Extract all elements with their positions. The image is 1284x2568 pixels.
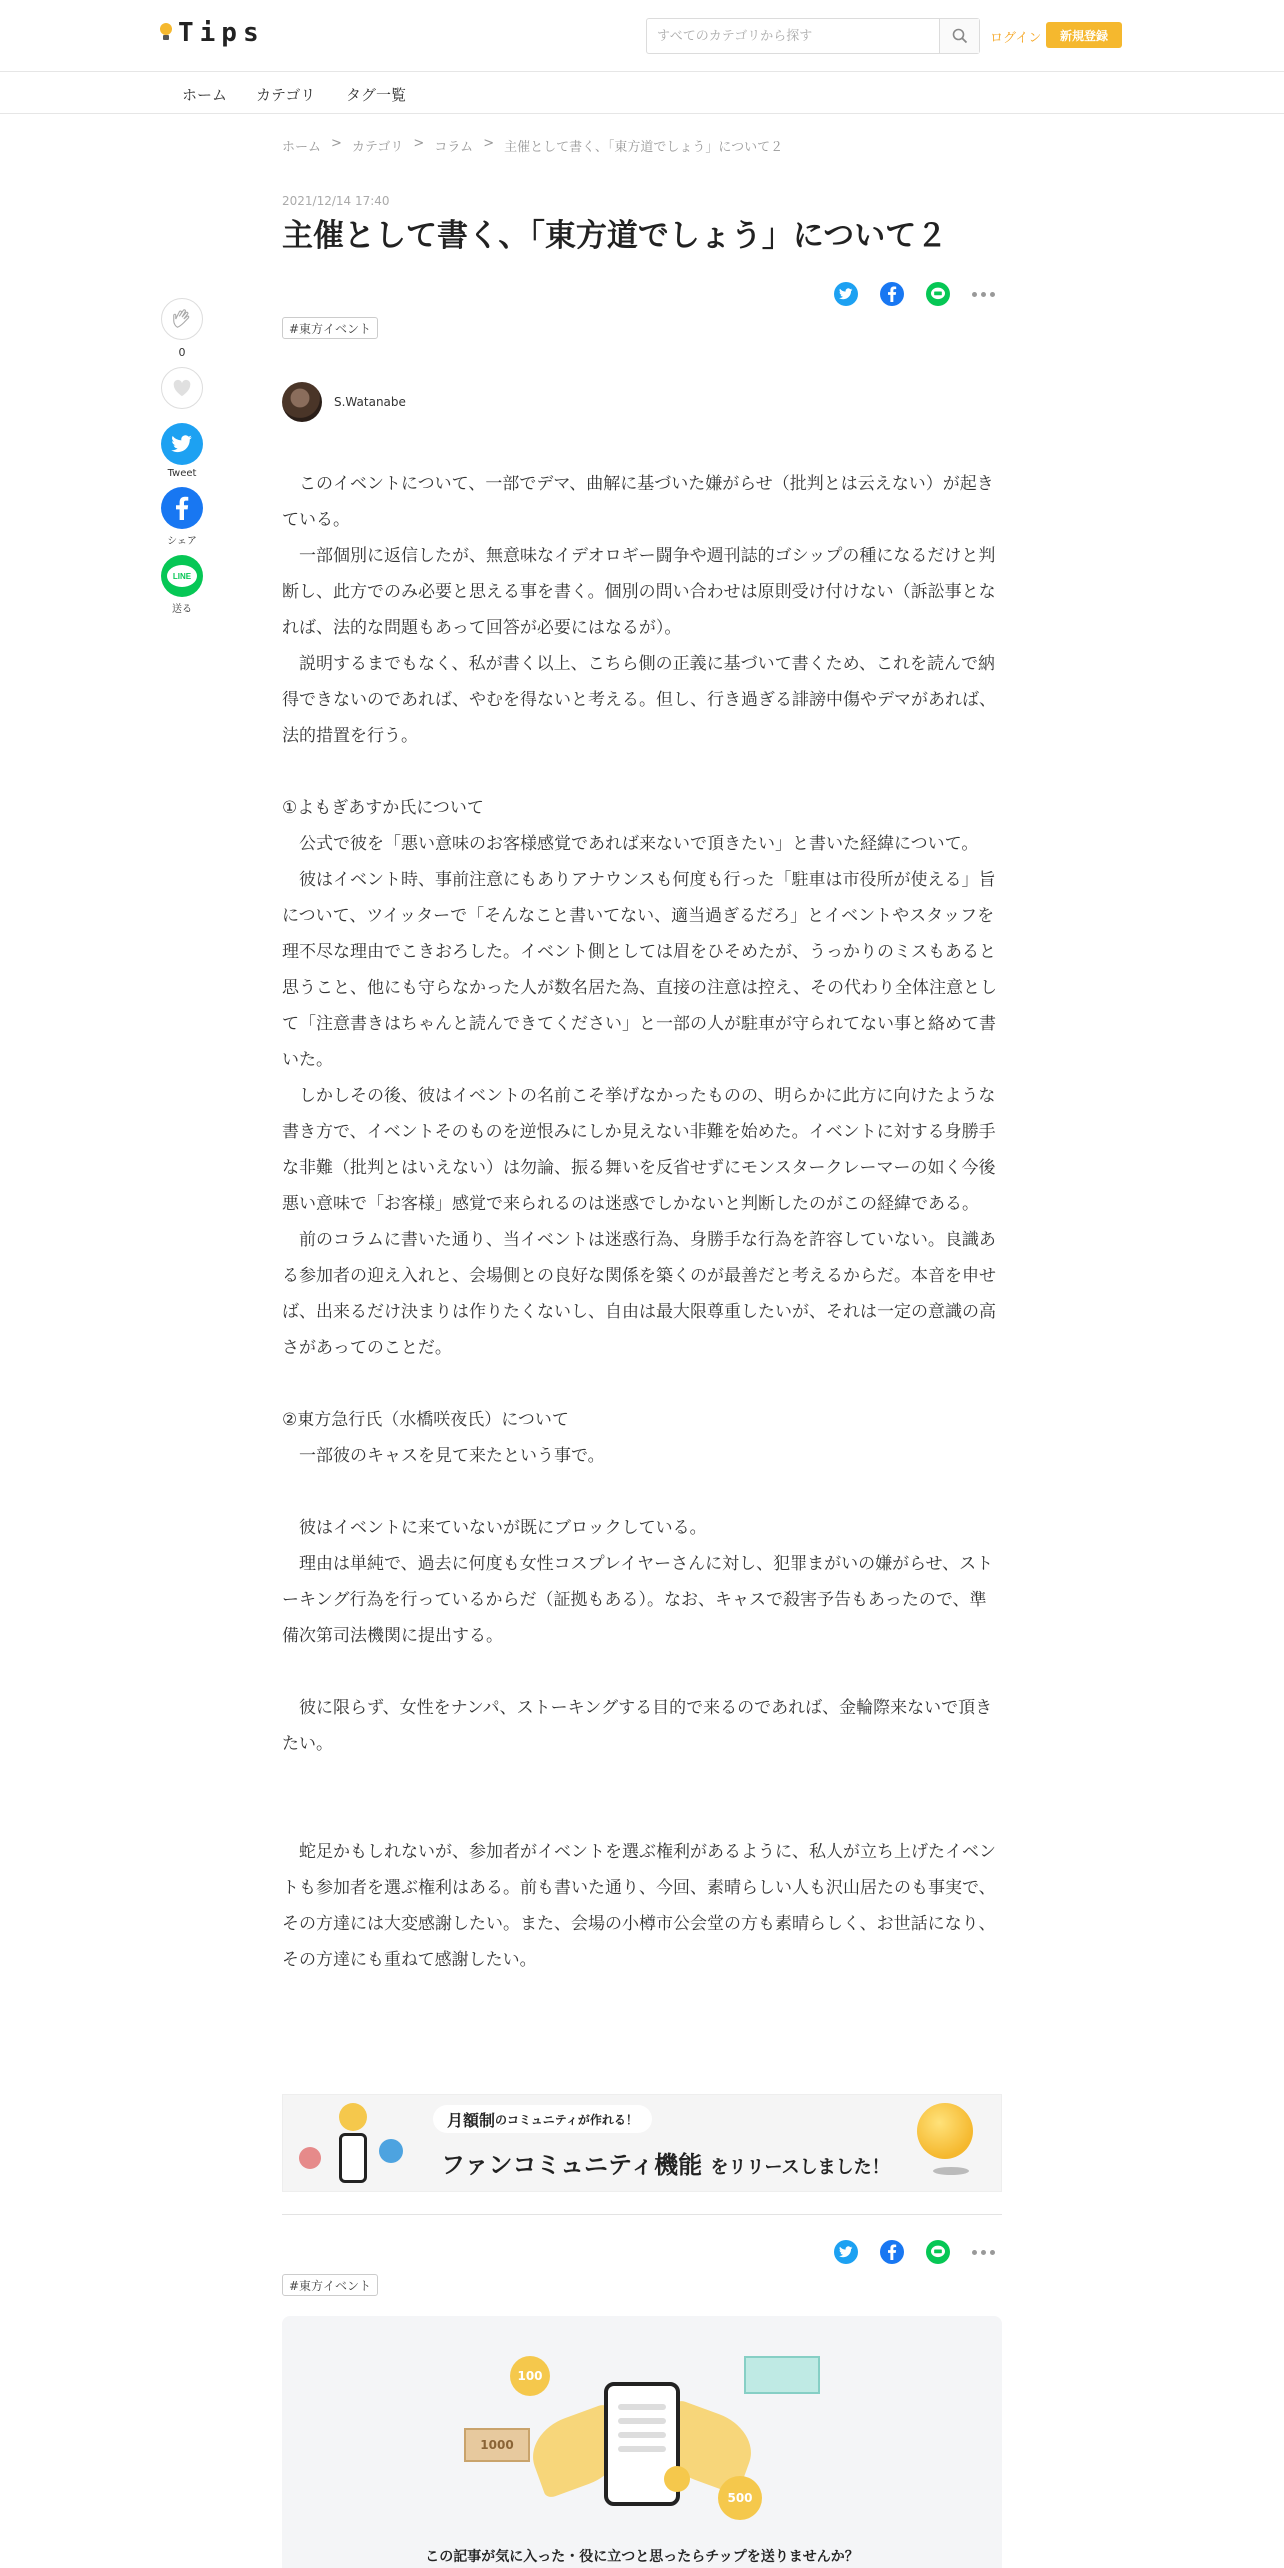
- line-icon: [167, 565, 197, 587]
- article-paragraph: [282, 1474, 1002, 1510]
- banner-title-rest: をリリースしました！: [710, 2157, 890, 2178]
- article-paragraph: 説明するまでもなく、私が書く以上、こちら側の正義に基づいて書くため、これを読んで納得できないのであれば、やむを得ないと考える。但し、行き過ぎる誹謗中傷やデマがあれば、法的措置を行う。: [282, 654, 996, 746]
- twitter-share-button[interactable]: [834, 282, 858, 306]
- article-paragraph: [282, 1762, 1002, 1798]
- user-avatar-illustration: [299, 2147, 321, 2169]
- site-logo[interactable]: [160, 18, 265, 48]
- phone-illustration: [339, 2133, 367, 2183]
- twitter-share-button[interactable]: [834, 2240, 858, 2264]
- nav-tags[interactable]: タグ一覧: [346, 86, 407, 104]
- facebook-share-button[interactable]: [880, 2240, 904, 2264]
- breadcrumb-current: 主催として書く、「東方道でしょう」について２: [504, 140, 784, 155]
- article-paragraph: 理由は単純で、過去に何度も女性コスプレイヤーさんに対し、犯罪まがいの嫌がらせ、ストーキング行為を行っているからだ（証拠もある）。なお、キャスで殺害予告もあったので、準備次第司法機関に提出する。: [282, 1554, 994, 1646]
- twitter-icon: [839, 288, 853, 300]
- clap-count: 0: [178, 346, 186, 359]
- clap-icon: [171, 308, 193, 330]
- share-label: シェア: [167, 536, 197, 547]
- article-paragraph: ②東方急行氏（水橋咲夜氏）について: [282, 1410, 569, 1430]
- author[interactable]: [282, 382, 406, 422]
- tweet-label: Tweet: [167, 468, 197, 479]
- article-paragraph: 一部個別に返信したが、無意味なイデオロギー闘争や週刊誌的ゴシップの種になるだけと判断し、此方でのみ必要と思える事を書く。個別の問い合わせは原則受け付けない（訴訟事となれば、法的な問題もあって回答が必要にはなるが）。: [282, 546, 996, 638]
- page-title: 主催として書く、「東方道でしょう」について２: [282, 218, 948, 254]
- banner-subtitle: [433, 2105, 652, 2133]
- article-paragraph: しかしその後、彼はイベントの名前こそ挙げなかったものの、明らかに此方に向けたような書き方で、イベントそのものを逆恨みにしか見えない非難を始めた。イベントに対する身勝手な非難（批判とはいえない）は勿論、振る舞いを反省せずにモンスタークレーマーの如く今後悪い意味で「お客様」感覚で来られるのは迷惑でしかないと判断したのがこの経緯である。: [282, 1086, 996, 1214]
- fan-community-banner[interactable]: [282, 2094, 1002, 2192]
- breadcrumb-category[interactable]: カテゴリ: [351, 140, 404, 155]
- clap-button[interactable]: [161, 298, 203, 340]
- line-side-share-button[interactable]: [161, 555, 203, 597]
- twitter-icon: [839, 2246, 853, 2258]
- bill-illustration: 1000: [464, 2428, 530, 2462]
- facebook-icon: [175, 496, 189, 520]
- line-icon: [930, 2245, 946, 2259]
- tip-message: この記事が気に入った・役に立つと思ったらチップを送りませんか？: [425, 2549, 859, 2565]
- share-row-top: [834, 282, 995, 306]
- banner-sub-suffix: が作れる！: [577, 2112, 638, 2127]
- banner-title: [441, 2145, 890, 2180]
- post-date: 2021/12/14 17:40: [282, 194, 390, 208]
- banner-title-bold: ファンコミュニティ機能: [441, 2151, 703, 2179]
- cheque-illustration: [744, 2356, 820, 2394]
- article-paragraph: [282, 1798, 1002, 1834]
- article-paragraph: ①よもぎあすか氏について: [282, 798, 484, 818]
- like-button[interactable]: [161, 367, 203, 409]
- article-paragraph: 彼はイベント時、事前注意にもありアナウンスも何度も行った「駐車は市役所が使える」旨について、ツイッターで「そんなこと書いてない、適当過ぎるだろ」とイベントやスタッフを理不尽な理由でこきおろした。イベント側としては眉をひそめたが、うっかりのミスもあると思うこと、他にも守らなかった人が数名居た為、直接の注意は控え、その代わり全体注意として「注意書きはちゃんと読んできてください」と一部の人が駐車が守られてない事と絡めて書いた。: [282, 870, 998, 1070]
- article-paragraph: このイベントについて、一部でデマ、曲解に基づいた嫌がらせ（批判とは云えない）が起きている。: [282, 474, 994, 530]
- logo-text: Tips: [178, 18, 265, 48]
- breadcrumb-separator: >: [331, 136, 342, 151]
- ball-shadow: [933, 2167, 969, 2175]
- breadcrumb: [282, 136, 783, 155]
- breadcrumb-separator: >: [483, 136, 495, 151]
- banner-sub-mid: のコミュニティ: [495, 2112, 578, 2127]
- breadcrumb-separator: >: [413, 136, 425, 151]
- more-share-button[interactable]: [972, 282, 995, 306]
- breadcrumb-home[interactable]: ホーム: [282, 140, 322, 155]
- author-name: S.Watanabe: [334, 395, 406, 409]
- line-icon: [930, 287, 946, 301]
- more-share-button[interactable]: [972, 2240, 995, 2264]
- bulb-icon: [160, 23, 172, 43]
- article-paragraph: 前のコラムに書いた通り、当イベントは迷惑行為、身勝手な行為を許容していない。良識ある参加者の迎え入れと、会場側との良好な関係を築くのが最善だと考えるからだ。本音を申せば、出来るだけ決まりは作りたくないし、自由は最大限尊重したいが、それは一定の意識の高さがあってのことだ。: [282, 1230, 996, 1358]
- facebook-side-share-button[interactable]: [161, 487, 203, 529]
- article-paragraph: 蛇足かもしれないが、参加者がイベントを選ぶ権利があるように、私人が立ち上げたイベントも参加者を選ぶ権利はある。前も書いた通り、今回、素晴らしい人も沢山居たのも事実で、その方達には大変感謝したい。また、会場の小樽市公会堂の方も素晴らしく、お世話になり、その方達にも重ねて感謝したい。: [282, 1842, 996, 1970]
- article-paragraph: 彼はイベントに来ていないが既にブロックしている。: [282, 1518, 707, 1538]
- article-paragraph: [282, 1366, 1002, 1402]
- coin-illustration: 100: [510, 2356, 550, 2396]
- floating-sidebar: [160, 298, 204, 615]
- tip-box: [282, 2316, 1002, 2568]
- twitter-tweet-button[interactable]: [161, 423, 203, 465]
- ball-illustration: [917, 2103, 973, 2159]
- coin-illustration: 500: [718, 2476, 762, 2520]
- facebook-icon: [887, 286, 897, 302]
- search-input[interactable]: [647, 19, 939, 53]
- article-paragraph: 一部彼のキャスを見て来たという事で。: [282, 1446, 605, 1466]
- line-icon-text: LINE: [172, 571, 192, 581]
- article-paragraph: 彼に限らず、女性をナンパ、ストーキングする目的で来るのであれば、金輪際来ないで頂きたい。: [282, 1698, 993, 1754]
- nav-home[interactable]: ホーム: [182, 86, 228, 104]
- coin-illustration: [664, 2466, 690, 2492]
- line-share-button[interactable]: [926, 2240, 950, 2264]
- breadcrumb-column[interactable]: コラム: [434, 140, 474, 155]
- article-paragraph: [282, 1654, 1002, 1690]
- search-button[interactable]: [939, 19, 979, 53]
- signup-button[interactable]: 新規登録: [1046, 22, 1122, 48]
- article-body: [282, 466, 1002, 1978]
- user-avatar-illustration: [379, 2139, 403, 2163]
- line-share-button[interactable]: [926, 282, 950, 306]
- heart-icon: [172, 379, 192, 397]
- facebook-icon: [887, 2244, 897, 2260]
- facebook-share-button[interactable]: [880, 282, 904, 306]
- search-box: [646, 18, 980, 54]
- tag-chip[interactable]: #東方イベント: [282, 317, 378, 339]
- user-avatar-illustration: [339, 2103, 367, 2131]
- nav-category[interactable]: カテゴリ: [256, 86, 316, 104]
- tag-chip[interactable]: #東方イベント: [282, 2274, 378, 2296]
- site-header: [0, 0, 1284, 72]
- main-nav: [0, 72, 1284, 114]
- search-icon: [952, 28, 968, 44]
- article-paragraph: 公式で彼を「悪い意味のお客様感覚であれば来ないで頂きたい」と書いた経緯について。: [282, 834, 979, 854]
- banner-sub-prefix: 月額制: [447, 2110, 496, 2130]
- section-divider: [282, 2214, 1002, 2215]
- share-row-bottom: [834, 2240, 995, 2264]
- avatar: [282, 382, 322, 422]
- login-link[interactable]: ログイン: [990, 31, 1042, 46]
- article-paragraph: [282, 754, 1002, 790]
- send-label: 送る: [172, 604, 192, 615]
- twitter-icon: [171, 435, 193, 453]
